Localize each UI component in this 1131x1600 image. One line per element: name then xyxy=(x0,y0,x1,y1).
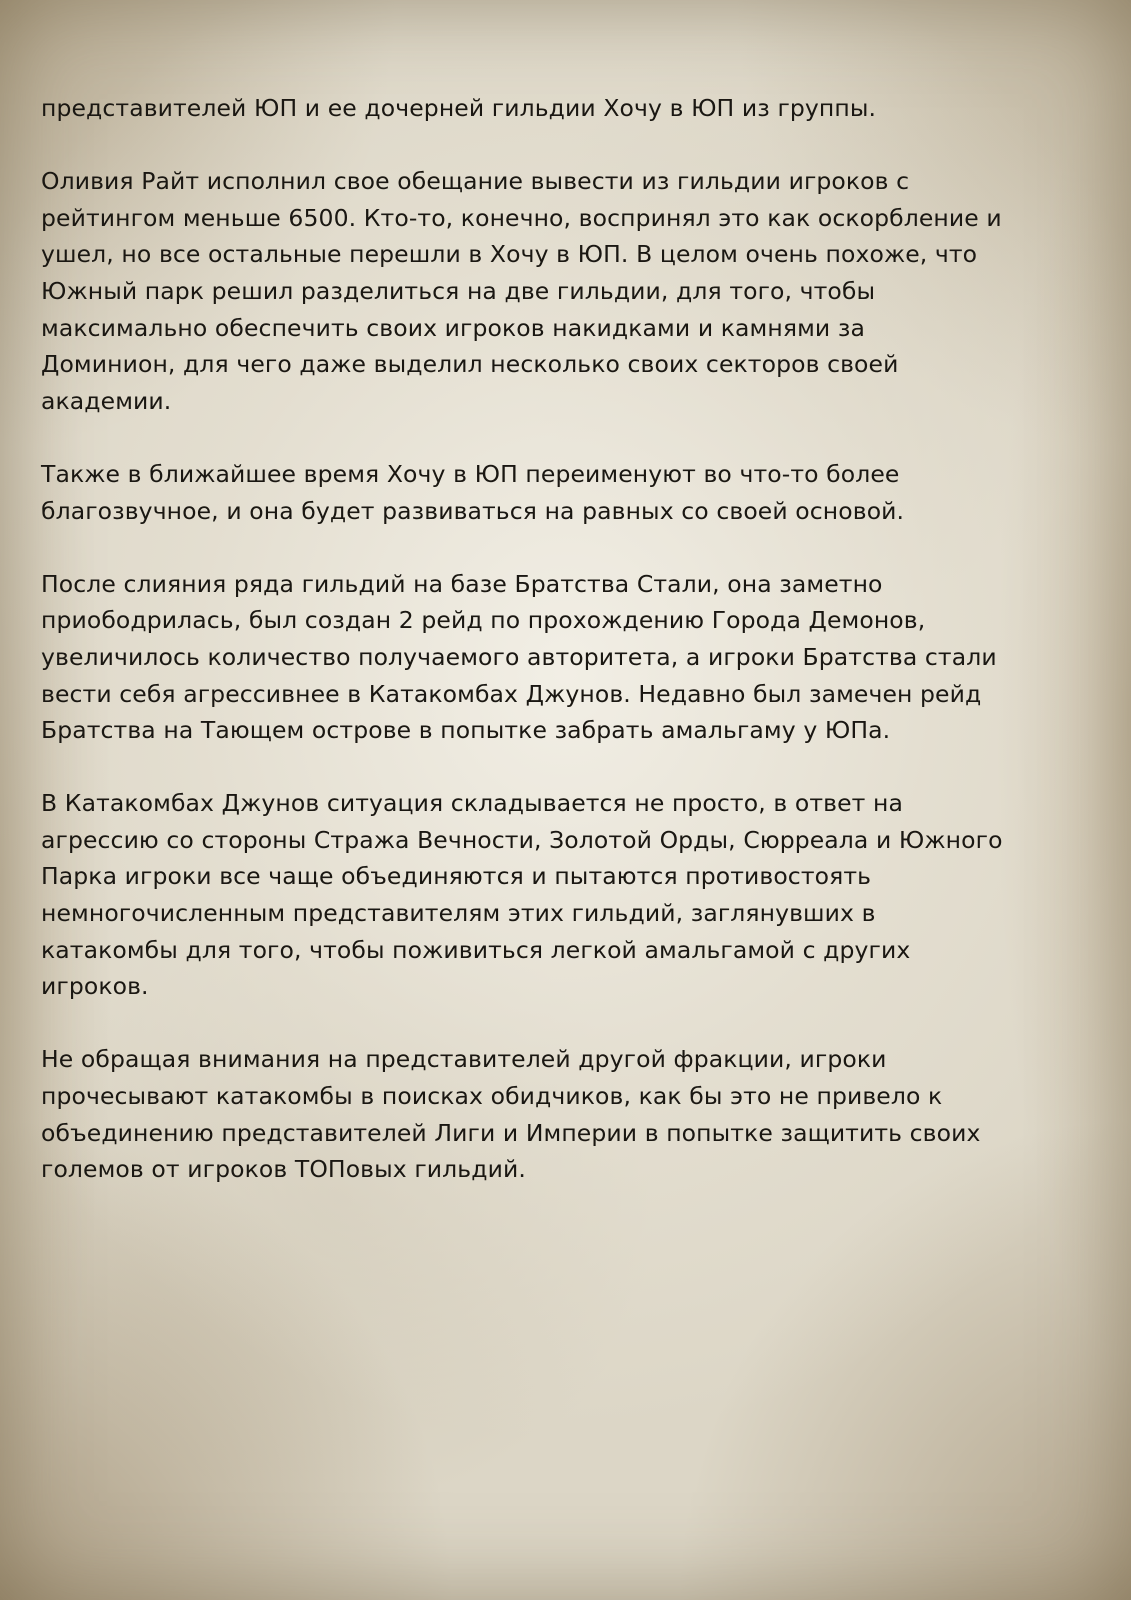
text-line: приободрилась, был создан 2 рейд по прохождению Города Демонов, xyxy=(41,606,926,635)
text-line: Не обращая внимания на представителей другой фракции, игроки xyxy=(41,1045,887,1074)
paragraph-1 xyxy=(41,90,1091,127)
text-line: игроков. xyxy=(41,972,149,1001)
text-line: Доминион, для чего даже выделил несколько своих секторов своей xyxy=(41,350,899,379)
text-line: После слияния ряда гильдий на базе Братства Стали, она заметно xyxy=(41,569,883,598)
text-line: вести себя агрессивнее в Катакомбах Джунов. Недавно был замечен рейд xyxy=(41,679,982,708)
text-line: немногочисленным представителям этих гильдий, заглянувших в xyxy=(41,899,876,928)
text-line: максимально обеспечить своих игроков накидками и камнями за xyxy=(41,313,865,342)
text-line: объединению представителей Лиги и Империи в попытке защитить своих xyxy=(41,1118,981,1147)
paragraph-6 xyxy=(41,1041,1091,1187)
text-line: увеличилось количество получаемого авторитета, а игроки Братства стали xyxy=(41,642,997,671)
paragraph-5 xyxy=(41,785,1091,1005)
paragraph-3 xyxy=(41,456,1091,529)
paragraph-2 xyxy=(41,163,1091,419)
text-line: Парка игроки все чаще объединяются и пытаются противостоять xyxy=(41,862,872,891)
text-line: Также в ближайшее время Хочу в ЮП переименуют во что-то более xyxy=(41,459,900,488)
paragraph-4 xyxy=(41,566,1091,749)
text-line: Братства на Тающем острове в попытке забрать амальгаму у ЮПа. xyxy=(41,716,891,745)
text-line: В Катакомбах Джунов ситуация складывается не просто, в ответ на xyxy=(41,789,903,818)
text-line: академии. xyxy=(41,386,172,415)
text-line: ушел, но все остальные перешли в Хочу в ЮП. В целом очень похоже, что xyxy=(41,240,978,269)
text-line: агрессию со стороны Стража Вечности, Золотой Орды, Сюрреала и Южного xyxy=(41,825,1003,854)
text-line: благозвучное, и она будет развиваться на равных со своей основой. xyxy=(41,496,905,525)
text-line: големов от игроков ТОПовых гильдий. xyxy=(41,1155,526,1184)
text-line: представителей ЮП и ее дочерней гильдии Хочу в ЮП из группы. xyxy=(41,94,877,122)
text-line: прочесывают катакомбы в поисках обидчиков, как бы это не привело к xyxy=(41,1082,943,1111)
text-line: Южный парк решил разделиться на две гильдии, для того, чтобы xyxy=(41,276,876,305)
text-line: рейтингом меньше 6500. Кто-то, конечно, воспринял это как оскорбление и xyxy=(41,203,1002,232)
document-body xyxy=(41,90,1091,1224)
text-line: Оливия Райт исполнил свое обещание вывести из гильдии игроков с xyxy=(41,167,910,196)
text-line: катакомбы для того, чтобы поживиться легкой амальгамой с других xyxy=(41,935,911,964)
